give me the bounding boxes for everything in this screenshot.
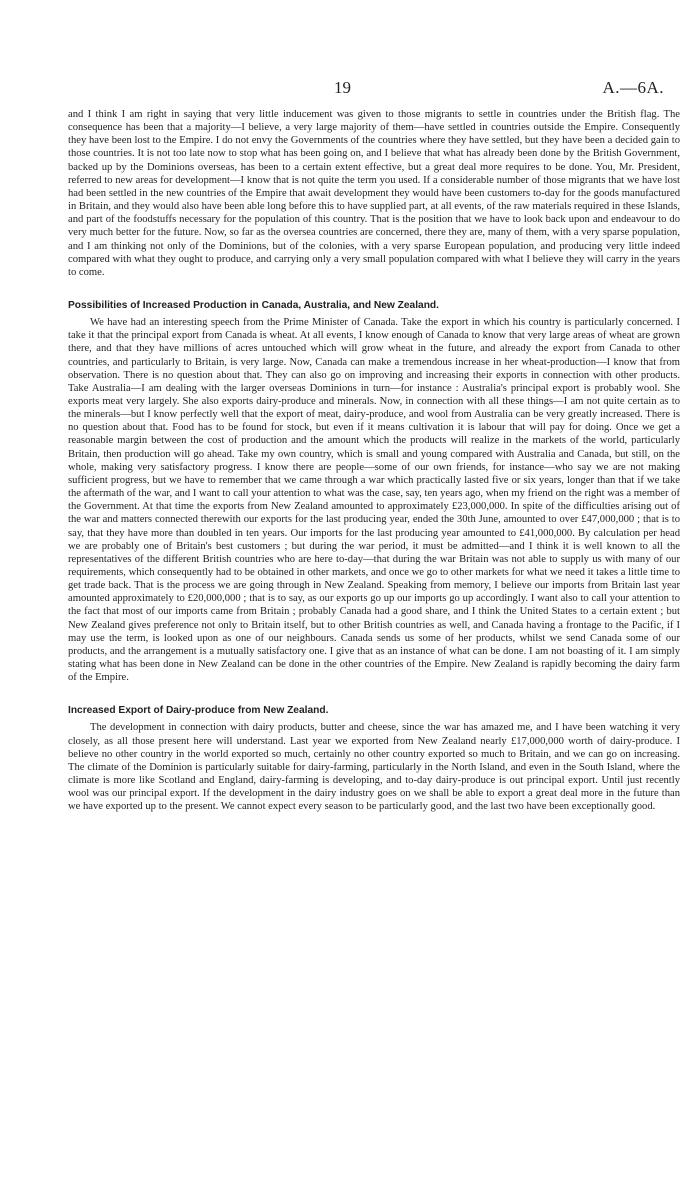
paragraph-increased-production: We have had an interesting speech from the Prime Minister of Canada. Take the export in which his country is particularly concerned. I take it that the principal export from Canada is wheat. At all events, I know enough of Canada to know that very large areas of wheat are grown there, and that they have millions of acres untouched which will grow wheat in the future, and already the export from Canada to other countries, and particularly to Britain, is very large. Now, Canada can make a tremendous increase in her wheat-production—I know that from observation. There is no question about that. They can also go on improving and increasing their exports in connection with other products. Take Australia—I am dealing with the larger overseas Dominions in turn—for instance : Australia's principal export is probably wool. She exports meat very largely. She also exports dairy-produce and minerals. Now, in connection with all these things—I am not quite certain as to the minerals—but I know perfectly well that the export of meat, dairy-produce, and wool from Australia can be very greatly increased. There is no question about that. Food has to be found for stock, but even if it means cultivation it is labour that will pay for doing. Once we get a reasonable margin between the cost of production and the amount which the products will realize in the markets of the world, particularly Britain, then production will go ahead. Take my own country, which is small and young compared with Australia and Canada, but still, on the whole, making very satisfactory progress. I know there are people—some of our own friends, for instance—who say we are not making sufficient progress, but we have to remember that we came through a war which practically lasted five or six years, longer than that if we take the aftermath of the war, and I want to call your attention to what was the case, say, ten years ago, when my friend on the right was a member of the Government. At that time the exports from New Zealand amounted to approximately £23,000,000. In spite of the difficulties arising out of the war and matters connected therewith our exports for the last producing year, ended the 30th June, amounted to over £47,000,000 ; that is to say, that they have more than doubled in ten years. Our imports for the last producing year amounted to £41,000,000. By calculation per head we are probably one of Britain's best customers ; but during the war period, it must be admitted—and I think it is well known to all the representatives of the different British countries who are here to-day—that during the war Britain was not able to supply us with many of our requirements, which consequently had to be obtained in other markets, and once we go to other markets for what we need it takes a little time to get trade back. That is the process we are going through in New Zealand. Speaking from memory, I believe our imports from Britain last year amounted approximately to £20,000,000 ; that is to say, as our exports go up our imports go up accordingly. I want also to call your attention to the fact that most of our imports came from Britain ; probably Canada had a good share, and I think the United States to a certain extent ; but New Zealand gives preference not only to Britain itself, but to other British countries as well, and Canada having a frontage to the Pacific, if I may use the term, is looked upon as one of our neighbours. Canada sends us some of her products, whilst we send Canada some of our products, and the arrangement is a mutually satisfactory one. I give that as an instance of what can be done. I am not boasting of it. I am simply stating what has been done in New Zealand can be done in the other countries of the Empire. New Zealand is rapidly becoming the dairy farm of the Empire. xyxy=(68,317,680,684)
heading-dairy-export: Increased Export of Dairy-produce from New Zealand. xyxy=(68,705,329,717)
document-body xyxy=(68,108,680,814)
page-number: 19 xyxy=(334,78,351,97)
document-reference: A.—6A. xyxy=(602,78,664,97)
heading-increased-production: Possibilities of Increased Production in Canada, Australia, and New Zealand. xyxy=(68,300,439,312)
page-header xyxy=(0,78,700,100)
paragraph-migration: and I think I am right in saying that very little inducement was given to those migrants to settle in countries under the British flag. The consequence has been that a majority—I believe, a very large majority of them—have settled in countries outside the Empire. Consequently they have been lost to the Empire. I do not envy the Governments of the countries where they have settled, but they have been a decided gain to those countries. It is not too late now to stop what has been going on, and I believe that what has already been done by the British Government, backed up by the Dominions overseas, has been to a certain extent effective, but a great deal more requires to be done. You, Mr. President, referred to new areas for development—I know that is not quite the term you used. If a considerable number of those migrants that we have lost had been settled in the new countries of the Empire that await development they would have been customers to-day for the goods manufactured in Britain, and they would also have been able long before this to have supplied part, at all events, of the raw materials required in these Islands, and part of the foodstuffs necessary for the population of this country. That is the position that we have to look back upon and endeavour to do very much better for the future. Now, so far as the oversea countries are concerned, there they are, many of them, with a very sparse population, and I am thinking not only of the Dominions, but of the colonies, with a very sparse European population, and producing very little indeed compared with what they ought to produce, and carrying only a very small population compared with what I believe they will carry in the years to come. xyxy=(68,109,680,278)
paragraph-dairy-export: The development in connection with dairy products, butter and cheese, since the war has amazed me, and I have been watching it very closely, as all those present here will understand. Last year we exported from New Zealand nearly £17,000,000 worth of dairy-produce. I believe no other country in the world exported so much, certainly no other country exported so much to Britain, and we can go on increasing. The climate of the Dominion is particularly suitable for dairy-farming, particularly in the North Island, and even in the South Island, where the climate is more like Scotland and England, dairy-farming is developing, and to-day dairy-produce is out principal export. Until just recently wool was our principal export. If the development in the dairy industry goes on we shall be able to export a great deal more in the future than we have exported up to the present. We cannot expect every season to be particularly good, and the last two have been exceptionally good. xyxy=(68,722,680,813)
